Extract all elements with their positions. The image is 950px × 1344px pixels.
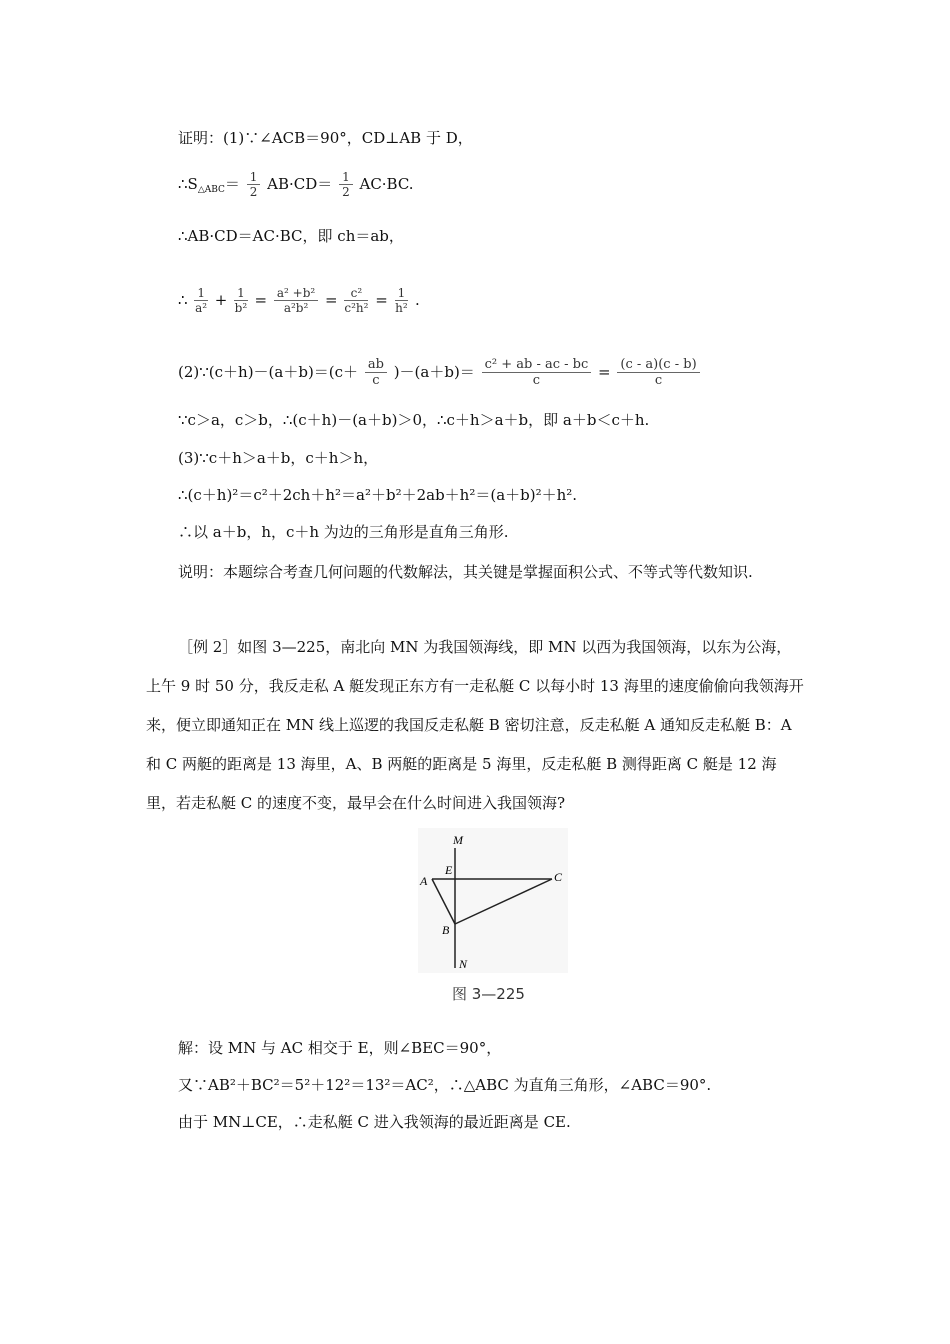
solution-line-3: 由于 MN⊥CE，∴走私艇 C 进入我领海的最近距离是 CE. (178, 1113, 571, 1131)
proof-line-8: ∴(c＋h)²＝c²＋2ch＋h²＝a²＋b²＋2ab＋h²＝(a＋b)²＋h². (178, 486, 578, 504)
label-a: A (420, 874, 428, 888)
proof-line-4-prefix: ∴ (178, 291, 188, 309)
plus-sign: + (214, 291, 228, 309)
proof-line-5-prefix: (2)∵(c＋h)－(a＋b)＝(c＋ (178, 363, 359, 381)
proof-line-9: ∴以 a＋b，h，c＋h 为边的三角形是直角三角形. (178, 523, 509, 541)
equals-sign-3: = (375, 291, 388, 309)
fraction-1-over-b2: $\frac{1}{\text{b²}}$ (234, 286, 248, 315)
proof-line-5-mid: )－(a＋b)＝ (393, 363, 475, 381)
solution-line-2: 又∵AB²＋BC²＝5²＋12²＝13²＝AC²，∴△ABC 为直角三角形，∠ABC＝90°. (178, 1076, 712, 1094)
geometry-figure (418, 828, 568, 973)
proof-line-4 (178, 286, 420, 316)
proof-line-2-mid: AB·CD＝ (267, 175, 333, 193)
fraction-a2b2: $\frac{\text{a² +b²}}{\text{a²b²}}$ (274, 286, 318, 316)
figure-caption: 图 3—225 (452, 985, 525, 1003)
proof-line-2-prefix: ∴S (178, 175, 198, 193)
proof-line-2-eq: ＝ (224, 175, 240, 193)
fraction-c2-over-c2h2: $\frac{\text{c²}}{\text{c²h²}}$ (344, 286, 369, 315)
proof-note: 说明：本题综合考查几何问题的代数解法，其关键是掌握面积公式、不等式等代数知识. (178, 563, 753, 581)
proof-line-5 (178, 358, 702, 388)
fraction-expanded: $\frac{\text{c² + ab - ac - bc}}{c}$ (482, 358, 592, 388)
proof-line-2-sub: △ABC (197, 185, 225, 195)
proof-line-6: ∵c＞a，c＞b，∴(c＋h)－(a＋b)＞0，∴c＋h＞a＋b，即 a＋b＜c＋h. (178, 411, 650, 429)
fraction-ab-over-c: $\frac{ab}{c}$ (365, 358, 387, 388)
label-m: M (453, 833, 463, 847)
fraction-1-over-h2: $\frac{1}{\text{h²}}$ (395, 286, 408, 315)
proof-line-4-end: . (415, 291, 420, 309)
proof-line-7: (3)∵c＋h＞a＋b，c＋h＞h， (178, 449, 379, 467)
proof-line-2-end: AC·BC. (359, 175, 414, 193)
label-c: C (554, 870, 563, 884)
proof-line-2 (178, 170, 414, 200)
fraction-factored: $\frac{(c - a)(c - b)}{c}$ (617, 358, 699, 388)
example-text: ［例 2］如图 3—225，南北向 MN 为我国领海线，即 MN 以西为我国领海，以东为公海，上午 9 时 50 分，我反走私 A 艇发现正东方有一走私艇 C 以每小时 13 海里的速度偷偷向我领海开来，便立即通知正在 MN 线上巡逻的我国反走私艇 B 密切注意，反走私艇 A 通知反走私艇 B：A 和 C 两艇的距离是 13 海里，A、B 两艇的距离是 5 海里，反走私艇 B 测得距离 C 艇是 12 海里，若走私艇 C 的速度不变，最早会在什么时间进入我国领海? (146, 638, 804, 812)
equals-sign-4: = (598, 363, 611, 381)
label-e: E (445, 863, 453, 877)
fraction-half-2: $\frac{1}{2}$ (339, 170, 353, 200)
proof-line-3: ∴AB·CD＝AC·BC，即 ch＝ab， (178, 227, 404, 245)
solution-line-1: 解：设 MN 与 AC 相交于 E，则∠BEC＝90°， (178, 1039, 502, 1057)
label-b: B (442, 923, 450, 937)
fraction-half-1: $\frac{1}{2}$ (247, 170, 261, 200)
fraction-1-over-a2: $\frac{1}{\text{a²}}$ (195, 286, 208, 315)
equals-sign-1: = (254, 291, 268, 309)
label-n: N (459, 957, 468, 971)
equals-sign-2: = (325, 291, 338, 309)
proof-line-1: 证明：(1)∵∠ACB＝90°，CD⊥AB 于 D， (178, 129, 473, 147)
